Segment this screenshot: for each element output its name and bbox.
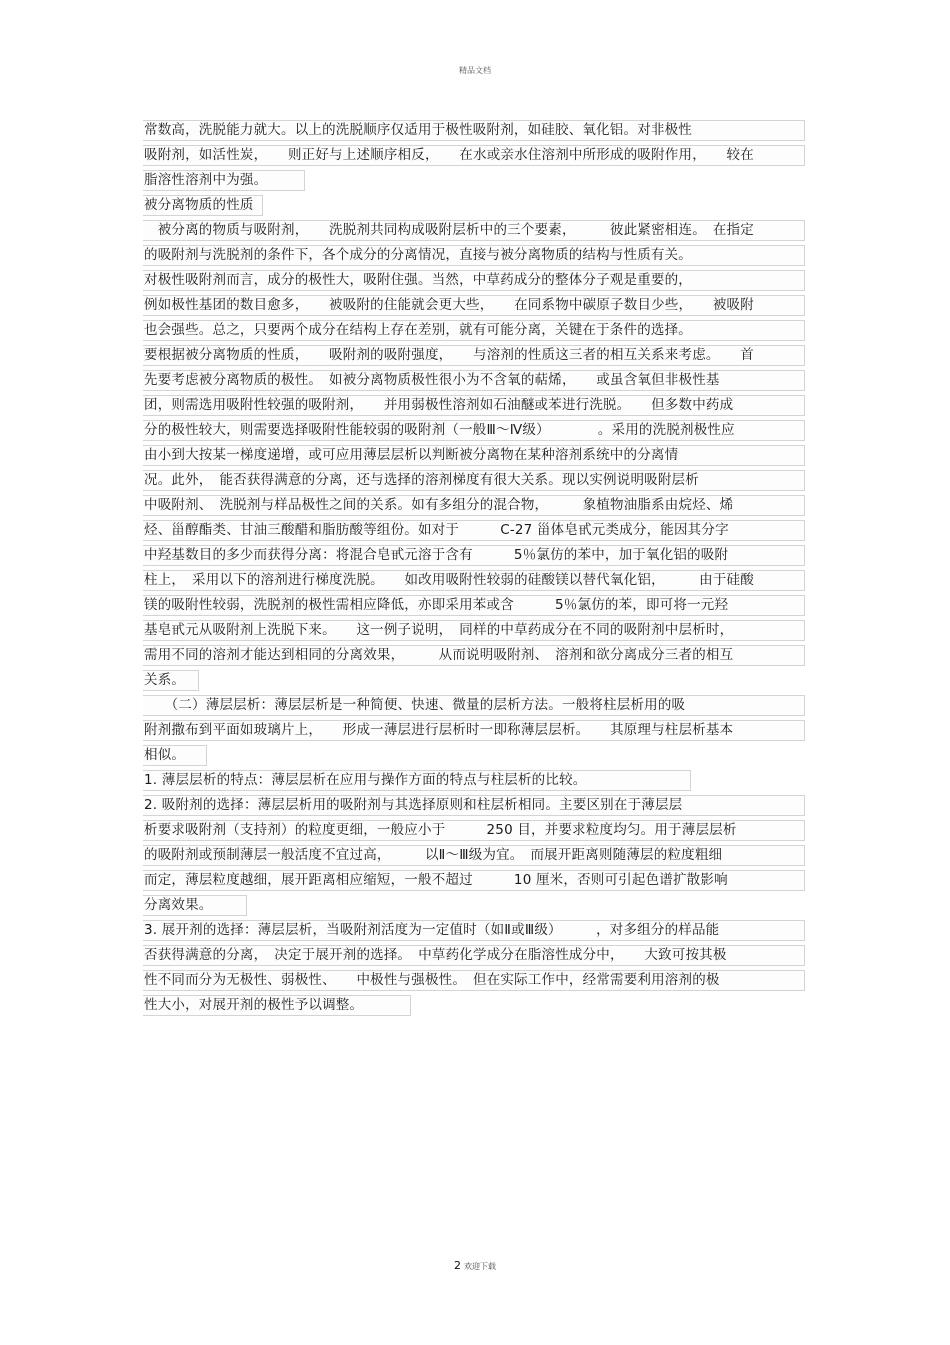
text-line-content: 被分离物质的性质 bbox=[144, 197, 254, 213]
text-line bbox=[143, 968, 808, 993]
text-line-content: （二）薄层层析：薄层层析是一种简便、快速、微量的层析方法。一般将柱层析用的吸 bbox=[144, 697, 686, 713]
document-body bbox=[143, 118, 808, 1018]
page-number: 2 bbox=[454, 1259, 461, 1272]
text-line-content: 对极性吸附剂而言，成分的极性大，吸附住强。当然，中草药成分的整体分子观是重要的， bbox=[144, 272, 692, 288]
text-line bbox=[143, 818, 808, 843]
text-line bbox=[143, 143, 808, 168]
text-line bbox=[143, 993, 808, 1018]
text-line bbox=[143, 193, 808, 218]
text-line bbox=[143, 368, 808, 393]
text-line-content: 性不同而分为无极性、弱极性、 中极性与强极性。 但在实际工作中，经常需要利用溶剂的极 bbox=[144, 972, 720, 988]
text-line bbox=[143, 518, 808, 543]
text-line-content: 况。此外， 能否获得满意的分离，还与选择的溶剂梯度有很大关系。现以实例说明吸附层析 bbox=[144, 472, 699, 488]
text-line-content: 中吸附剂、 洗脱剂与样品极性之间的关系。如有多组分的混合物， 象植物油脂系由烷烃、烯 bbox=[144, 497, 734, 513]
text-line bbox=[143, 668, 808, 693]
text-line-content: 的吸附剂与洗脱剂的条件下，各个成分的分离情况，直接与被分离物质的结构与性质有关。 bbox=[144, 247, 692, 263]
text-line bbox=[143, 243, 808, 268]
text-line bbox=[143, 718, 808, 743]
text-line bbox=[143, 218, 808, 243]
text-line bbox=[143, 643, 808, 668]
text-line bbox=[143, 118, 808, 143]
text-line bbox=[143, 593, 808, 618]
text-line-content: 镁的吸附性较弱，洗脱剂的极性需相应降低，亦即采用苯或含 5％氯仿的苯，即可将一元羟 bbox=[144, 597, 729, 613]
text-line-content: 关系。 bbox=[144, 672, 186, 688]
text-line bbox=[143, 568, 808, 593]
text-line-content: 相似。 bbox=[144, 747, 186, 763]
text-line-content: 脂溶性溶剂中为强。 bbox=[144, 172, 268, 188]
text-line bbox=[143, 268, 808, 293]
text-line-content: 性大小，对展开剂的极性予以调整。 bbox=[144, 997, 364, 1013]
text-line bbox=[143, 543, 808, 568]
text-line-content: 柱上， 采用以下的溶剂进行梯度洗脱。 如改用吸附性较弱的硅酸镁以替代氧化铝， 由于硅酸 bbox=[144, 572, 754, 588]
text-line bbox=[143, 393, 808, 418]
text-line-content: 的吸附剂或预制薄层一般活度不宜过高， 以Ⅱ～Ⅲ级为宜。 而展开距离则随薄层的粒度粗细 bbox=[144, 847, 723, 863]
footer-label: 欢迎下载 bbox=[464, 1262, 496, 1271]
text-line-content: 由小到大按某一梯度递增，或可应用薄层层析以判断被分离物在某种溶剂系统中的分离情 bbox=[144, 447, 679, 463]
text-line bbox=[143, 918, 808, 943]
text-line-content: 常数高，洗脱能力就大。以上的洗脱顺序仅适用于极性吸附剂，如硅胶、氧化铝。对非极性 bbox=[144, 122, 692, 138]
text-line-content: 需用不同的溶剂才能达到相同的分离效果， 从而说明吸附剂、 溶剂和欲分离成分三者的相互 bbox=[144, 647, 734, 663]
text-line bbox=[143, 843, 808, 868]
text-line bbox=[143, 493, 808, 518]
text-line-content: 例如极性基团的数目愈多， 被吸附的住能就会更大些， 在同系物中碳原子数目少些， 被吸附 bbox=[144, 297, 754, 313]
text-line bbox=[143, 868, 808, 893]
text-line bbox=[143, 468, 808, 493]
text-line-content: 也会强些。总之，只要两个成分在结构上存在差别，就有可能分离，关键在于条件的选择。 bbox=[144, 322, 692, 338]
text-line-content: 3. 展开剂的选择：薄层层析，当吸附剂活度为一定值时（如Ⅱ或Ⅲ级） ，对多组分的样品能 bbox=[144, 922, 720, 938]
text-line-content: 团，则需选用吸附性较强的吸附剂， 并用弱极性溶剂如石油醚或苯进行洗脱。 但多数中药成 bbox=[144, 397, 734, 413]
text-line bbox=[143, 343, 808, 368]
text-line-content: 2. 吸附剂的选择：薄层层析用的吸附剂与其选择原则和柱层析相同。主要区别在于薄层层 bbox=[144, 797, 683, 813]
text-line bbox=[143, 893, 808, 918]
text-line-content: 烃、甾醇酯类、甘油三酸醋和脂肪酸等组份。如对于 C-27 甾体皂甙元类成分，能因其分字 bbox=[144, 522, 729, 538]
text-line bbox=[143, 693, 808, 718]
text-line bbox=[143, 318, 808, 343]
text-line-content: 分离效果。 bbox=[144, 897, 213, 913]
text-line-content: 基皂甙元从吸附剂上洗脱下来。 这一例子说明， 同样的中草药成分在不同的吸附剂中层析时， bbox=[144, 622, 734, 638]
text-line-content: 否获得满意的分离， 决定于展开剂的选择。 中草药化学成分在脂溶性成分中， 大致可按其极 bbox=[144, 947, 727, 963]
text-line bbox=[143, 443, 808, 468]
text-line-content: 中羟基数目的多少而获得分离：将混合皂甙元溶于含有 5％氯仿的苯中，加于氧化铝的吸附 bbox=[144, 547, 729, 563]
page-header: 精品文档 bbox=[459, 66, 491, 75]
text-line bbox=[143, 293, 808, 318]
text-line-content: 分的极性较大，则需要选择吸附性能较弱的吸附剂（一般Ⅲ～Ⅳ级） 。采用的洗脱剂极性应 bbox=[144, 422, 735, 438]
page-footer bbox=[0, 1259, 950, 1272]
text-line bbox=[143, 943, 808, 968]
text-line-content: 析要求吸附剂（支持剂）的粒度更细，一般应小于 250 目，并要求粒度均匀。用于薄层层析 bbox=[144, 822, 737, 838]
text-line bbox=[143, 618, 808, 643]
text-line-content: 要根据被分离物质的性质， 吸附剂的吸附强度， 与溶剂的性质这三者的相互关系来考虑。 首 bbox=[144, 347, 754, 363]
text-line-content: 被分离的物质与吸附剂， 洗脱剂共同构成吸附层析中的三个要素， 彼此紧密相连。 在指定 bbox=[144, 222, 754, 238]
text-line bbox=[143, 743, 808, 768]
text-line bbox=[143, 418, 808, 443]
text-line-content: 吸附剂，如活性炭， 则正好与上述顺序相反， 在水或亲水住溶剂中所形成的吸附作用， 较在 bbox=[144, 147, 754, 163]
text-line-content: 附剂撒布到平面如玻璃片上， 形成一薄层进行层析时一即称薄层层析。 其原理与柱层析基本 bbox=[144, 722, 734, 738]
text-line bbox=[143, 768, 808, 793]
text-line-content: 先要考虑被分离物质的极性。 如被分离物质极性很小为不含氧的萜烯， 或虽含氧但非极性基 bbox=[144, 372, 720, 388]
text-line bbox=[143, 793, 808, 818]
text-line bbox=[143, 168, 808, 193]
text-line-content: 而定，薄层粒度越细，展开距离相应缩短，一般不超过 10 厘米，否则可引起色谱扩散影响 bbox=[144, 872, 728, 888]
text-line-content: 1. 薄层层析的特点：薄层层析在应用与操作方面的特点与柱层析的比较。 bbox=[144, 772, 587, 788]
